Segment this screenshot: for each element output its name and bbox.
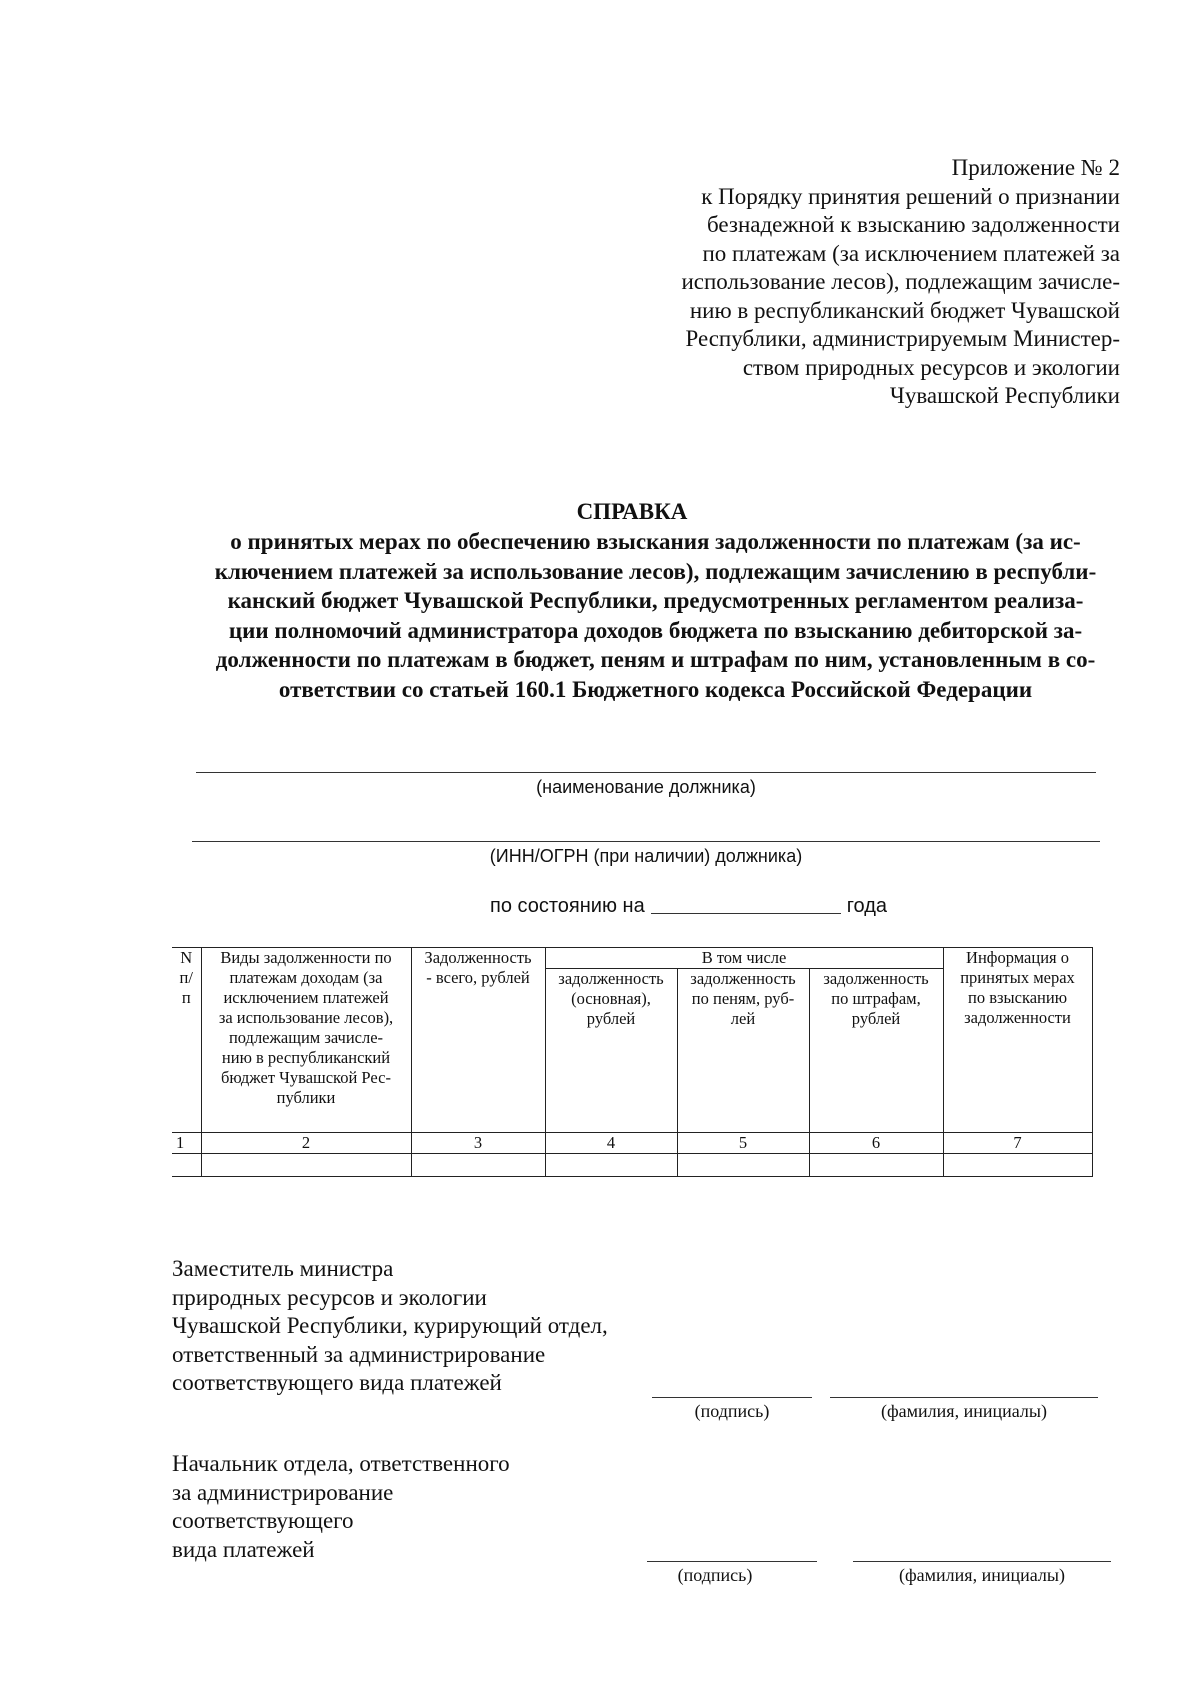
cell-line: Информация о (966, 948, 1069, 967)
cell-line: рублей (586, 1009, 636, 1028)
document-subtitle (188, 527, 1123, 704)
head-name-caption: (фамилия, инициалы) (899, 1565, 1065, 1585)
table-row (172, 1154, 1092, 1177)
appendix-line: нию в республиканский бюджет Чувашской (689, 297, 1120, 323)
debtor-inn-line[interactable] (192, 841, 1100, 842)
appendix-header (560, 154, 1120, 411)
subtitle-line: канский бюджет Чувашской Республики, предусмотренных регламентом реализа- (227, 588, 1084, 613)
cell-line: принятых мерах (960, 968, 1075, 987)
col-header-total-debt (411, 948, 545, 1133)
cell-line: исключением платежей (223, 988, 389, 1007)
col-number: 4 (545, 1133, 677, 1154)
col-header-in-total: В том числе (545, 948, 943, 969)
col-header-number (172, 948, 201, 1133)
cell-line: задолженности (964, 1008, 1071, 1027)
cell-line: задолженность (690, 969, 796, 988)
position-line: соответствующего вида платежей (172, 1370, 502, 1395)
col-number: 7 (943, 1133, 1092, 1154)
cell-line: по взысканию (968, 988, 1068, 1007)
appendix-line: Республики, администрируемым Министер- (685, 326, 1120, 351)
position-line: Заместитель министра (172, 1256, 394, 1281)
subtitle-line: ответствии со статьей 160.1 Бюджетного кодекса Российской Федерации (278, 676, 1033, 702)
col-number: 6 (809, 1133, 943, 1154)
table-cell[interactable] (201, 1154, 411, 1177)
cell-line: за использование лесов), (218, 1008, 394, 1027)
head-signature-caption: (подпись) (677, 1565, 753, 1585)
cell-line: Виды задолженности по (220, 948, 392, 967)
appendix-line: по платежам (за исключением платежей за (702, 240, 1120, 266)
cell-line: по штрафам, (831, 989, 921, 1008)
position-line: ответственный за администрирование (172, 1341, 546, 1367)
appendix-line: ством природных ресурсов и экологии (742, 354, 1120, 380)
table-cell[interactable] (545, 1154, 677, 1177)
table-cell[interactable] (677, 1154, 809, 1177)
cell-line: бюджет Чувашской Рес- (221, 1068, 391, 1087)
col-header-fine-debt (809, 969, 943, 1133)
cell-line: публики (276, 1088, 336, 1107)
col-header-measures-info (943, 948, 1092, 1133)
head-signature-line[interactable] (647, 1561, 817, 1562)
cell-line: лей (730, 1009, 756, 1028)
debtor-name-line[interactable] (196, 772, 1096, 773)
column-numbers-row (172, 1133, 1092, 1154)
appendix-line: к Порядку принятия решений о признании (701, 183, 1120, 209)
table-cell[interactable] (411, 1154, 545, 1177)
subtitle-line: ции полномочий администратора доходов бюджета по взысканию дебиторской за- (228, 617, 1083, 643)
appendix-line: использование лесов), подлежащим зачисле- (681, 269, 1120, 294)
cell-line: (основная), (571, 989, 651, 1008)
subtitle-line: о принятых мерах по обеспечению взыскания задолженности по платежам (за ис- (230, 529, 1081, 554)
cell-line: Задолженность (424, 948, 532, 967)
position-line: соответствующего (172, 1508, 354, 1533)
cell-line: нию в республиканский (221, 1048, 391, 1067)
deputy-name-caption: (фамилия, инициалы) (881, 1401, 1047, 1421)
position-line: Чувашской Республики, курирующий отдел, (172, 1313, 608, 1338)
document-title: СПРАВКА (576, 499, 688, 524)
debtor-inn-caption: (ИНН/ОГРН (при наличии) должника) (489, 846, 803, 866)
col-header-debt-type (201, 948, 411, 1133)
col-number: 2 (201, 1133, 411, 1154)
col-header-main-debt (545, 969, 677, 1133)
debt-table (172, 947, 1093, 1177)
cell-line: - всего, рублей (426, 968, 530, 987)
cell-line: задолженность (558, 969, 664, 988)
table-cell[interactable] (172, 1154, 201, 1177)
as-of-prefix: по состоянию на (490, 895, 645, 917)
col-number: 1 (172, 1133, 201, 1154)
cell-line: по пеням, руб- (691, 989, 795, 1008)
cell-line: задолженность (823, 969, 929, 988)
as-of-date-field[interactable] (651, 893, 841, 914)
deputy-signature-line[interactable] (652, 1397, 812, 1398)
appendix-line: Приложение № 2 (951, 155, 1120, 180)
appendix-line: Чувашской Республики (889, 383, 1120, 408)
subtitle-line: долженности по платежам в бюджет, пеням и штрафам по ним, установленным в со- (215, 647, 1096, 672)
position-line: вида платежей (172, 1536, 315, 1562)
cell-line: рублей (851, 1009, 901, 1028)
table-cell[interactable] (809, 1154, 943, 1177)
deputy-minister-signature-block (172, 1255, 672, 1398)
head-name-line[interactable] (853, 1561, 1111, 1562)
col-header-penalty-debt (677, 969, 809, 1133)
debtor-name-caption: (наименование должника) (536, 777, 756, 797)
position-line: за администрирование (172, 1479, 394, 1505)
deputy-signature-caption: (подпись) (694, 1401, 770, 1421)
subtitle-line: ключением платежей за использование лесов), подлежащим зачислению в республи- (214, 558, 1097, 584)
position-line: природных ресурсов и экологии (172, 1284, 487, 1310)
col-number: 3 (411, 1133, 545, 1154)
deputy-name-line[interactable] (830, 1397, 1098, 1398)
as-of-date (490, 893, 950, 918)
position-line: Начальник отдела, ответственного (172, 1451, 510, 1476)
col-header-number-text: N п/п (179, 948, 193, 1007)
appendix-line: безнадежной к взысканию задолженности (706, 212, 1120, 237)
department-head-signature-block (172, 1450, 672, 1564)
as-of-suffix: года (846, 895, 888, 917)
table-cell[interactable] (943, 1154, 1092, 1177)
cell-line: платежам доходам (за (229, 968, 383, 987)
col-number: 5 (677, 1133, 809, 1154)
cell-line: подлежащим зачисле- (228, 1028, 384, 1047)
